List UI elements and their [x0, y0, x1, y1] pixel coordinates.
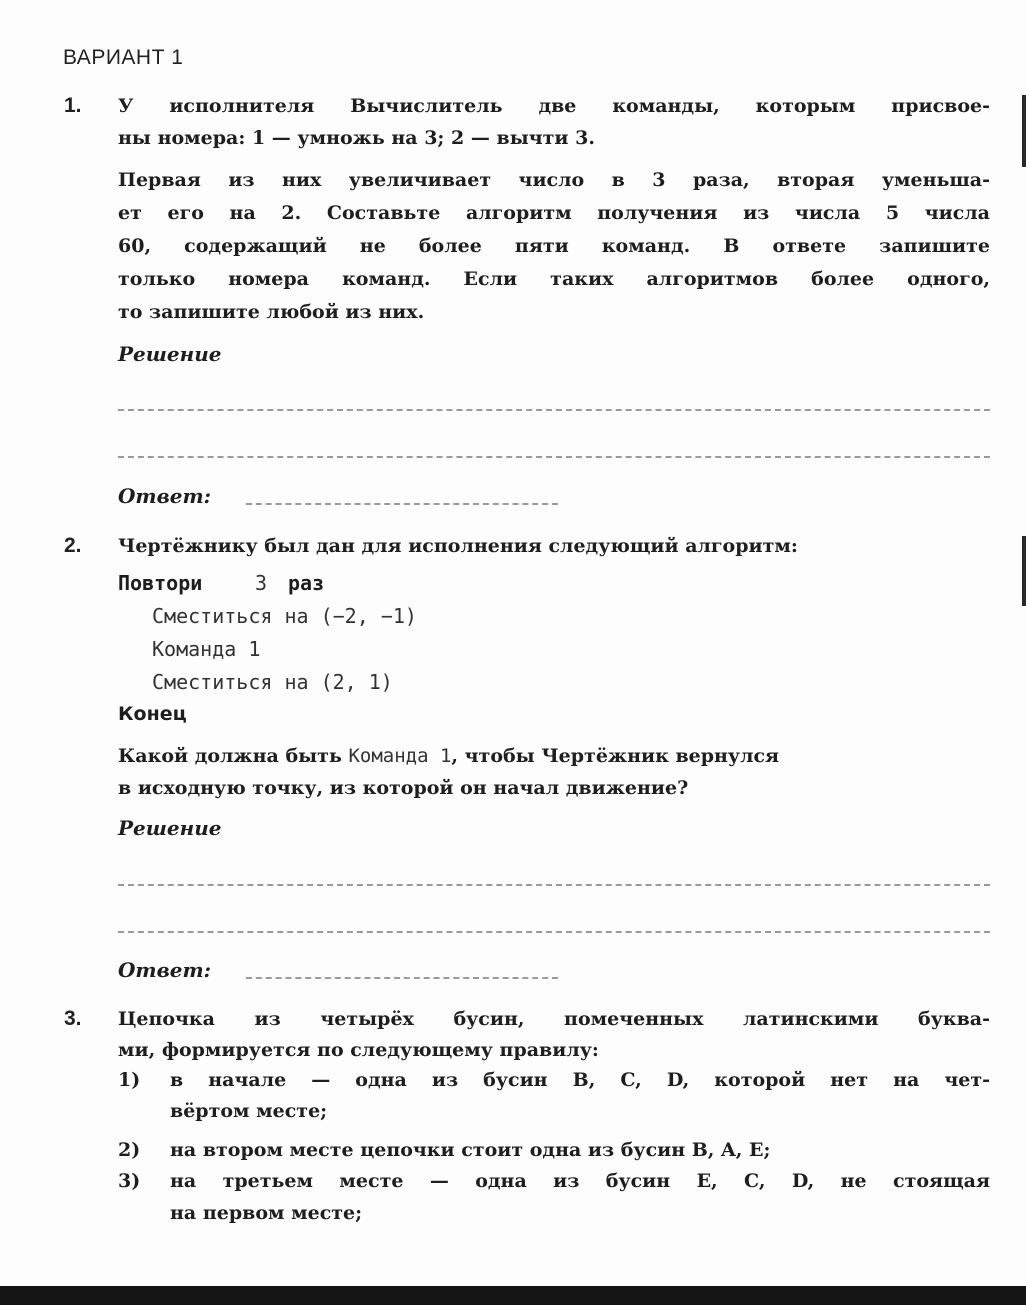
- page-edge-mark: [1022, 95, 1026, 167]
- answer-line[interactable]: [246, 977, 558, 979]
- answer-label: Ответ:: [118, 484, 211, 508]
- page-edge-mark: [1022, 536, 1026, 606]
- question-3-line: ми, формируется по следующему правилу:: [118, 1039, 599, 1061]
- question-1-line: 60, содержащий не более пяти команд. В ответе запишите: [118, 235, 990, 257]
- answer-line[interactable]: [246, 503, 558, 505]
- solution-line[interactable]: [118, 409, 990, 411]
- rule-text: в начале — одна из бусин B, C, D, которой нет на чет-: [170, 1069, 990, 1091]
- algorithm-line: Команда 1: [152, 637, 261, 661]
- solution-label: Решение: [118, 342, 222, 366]
- rule-number: 2): [118, 1139, 141, 1161]
- repeat-suffix: раз: [288, 571, 325, 595]
- question-1-line: У исполнителя Вычислитель две команды, которым присвое-: [118, 95, 990, 117]
- command-name: Команда 1: [348, 745, 452, 767]
- question-text: Какой должна быть: [118, 745, 342, 767]
- repeat-count: 3: [255, 571, 268, 595]
- rule-number: 3): [118, 1170, 141, 1192]
- rule-text: на втором месте цепочки стоит одна из бусин B, A, E;: [170, 1139, 771, 1161]
- solution-line[interactable]: [118, 931, 990, 933]
- rule-number: 1): [118, 1069, 141, 1091]
- rule-text: вёртом месте;: [170, 1100, 328, 1122]
- answer-label: Ответ:: [118, 958, 211, 982]
- question-2-question: [118, 740, 990, 772]
- solution-line[interactable]: [118, 456, 990, 458]
- question-1-line: Первая из них увеличивает число в 3 раза, вторая уменьша-: [118, 169, 990, 191]
- question-2-question-line: в исходную точку, из которой он начал движение?: [118, 777, 689, 799]
- question-1-line: то запишите любой из них.: [118, 301, 425, 323]
- question-2-intro: Чертёжнику был дан для исполнения следующий алгоритм:: [118, 535, 798, 557]
- question-1-number: 1.: [64, 94, 82, 117]
- question-1-line: только номера команд. Если таких алгоритмов более одного,: [118, 268, 990, 290]
- question-2-number: 2.: [64, 534, 82, 557]
- rule-text: на третьем месте — одна из бусин E, C, D, не стоящая: [170, 1170, 990, 1192]
- bottom-bar: [0, 1286, 1026, 1305]
- variant-title: ВАРИАНТ 1: [63, 46, 184, 69]
- solution-line[interactable]: [118, 884, 990, 886]
- solution-label: Решение: [118, 816, 222, 840]
- end-keyword: Конец: [118, 703, 187, 725]
- question-3-line: Цепочка из четырёх бусин, помеченных латинскими буква-: [118, 1008, 990, 1030]
- algorithm-line: Сместиться на (−2, −1): [152, 604, 417, 628]
- question-3-number: 3.: [64, 1007, 82, 1030]
- question-1-line: ны номера: 1 — умножь на 3; 2 — вычти 3.: [118, 127, 595, 149]
- rule-text: на первом месте;: [170, 1202, 363, 1224]
- question-1-line: ет его на 2. Составьте алгоритм получения из числа 5 числа: [118, 202, 990, 224]
- repeat-keyword: Повтори: [118, 571, 203, 595]
- question-text: , чтобы Чертёжник вернулся: [451, 745, 780, 767]
- algorithm-line: Сместиться на (2, 1): [152, 670, 393, 694]
